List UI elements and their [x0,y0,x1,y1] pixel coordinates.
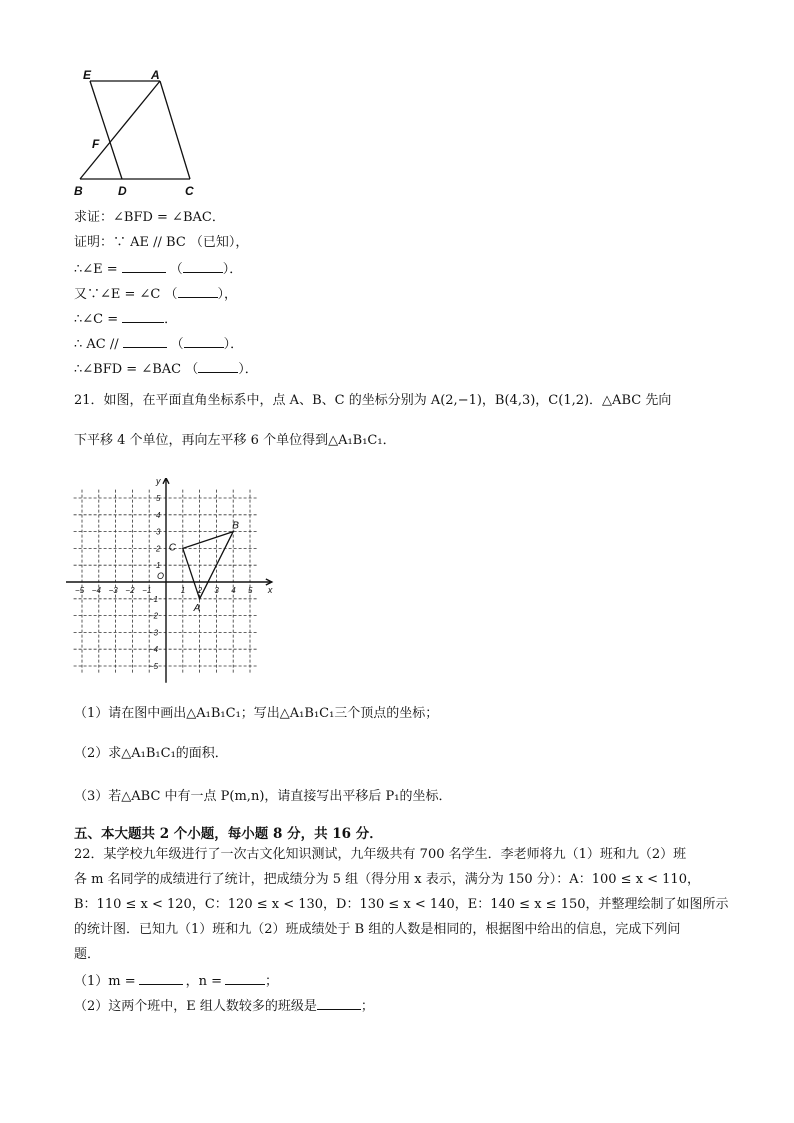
answer-blank[interactable] [122,309,164,323]
proof-line-6: ∴∠BFD = ∠BAC （ ）． [74,359,258,379]
proof-line-2: ∴∠E = （ ）． [74,259,242,279]
x-tick-label: 2 [197,586,203,595]
q22-line-1: 22．某学校九年级进行了一次古文化知识测试，九年级共有 700 名学生．李老师将九（1）班和九（2）班 [74,847,687,862]
x-tick-label: −1 [142,586,152,595]
geometry-figure [70,66,210,202]
section-5-title: 五、本大题共 2 个小题，每小题 8 分，共 16 分． [74,826,383,842]
q22-sub-1: （1）m = ，n = ； [74,971,278,991]
q22-line-4: 的统计图．已知九（1）班和九（2）班成绩处于 B 组的人数是相同的，根据图中给出的信息，完成下列问 [74,922,681,937]
x-tick-label: −4 [91,586,101,595]
label-A: A [151,68,160,82]
y-tick-label: 1 [156,561,161,571]
q21-intro-line-2: 下平移 4 个单位，再向左平移 6 个单位得到△A₁B₁C₁． [74,433,396,448]
label-D: D [118,184,127,198]
answer-blank[interactable] [122,259,166,273]
answer-blank-m[interactable] [139,971,183,985]
answer-blank[interactable] [184,334,224,348]
origin-label: O [157,571,165,581]
x-axis-label: x [267,585,273,595]
y-tick-label: −4 [149,645,159,655]
answer-blank[interactable] [178,284,218,298]
y-tick-label: −5 [149,662,159,671]
label-C: C [185,184,194,198]
q21-intro-line-1: 21．如图，在平面直角坐标系中，点 A、B、C 的坐标分别为 A(2,−1)，B(4,3)，C(1,2)．△ABC 先向 [74,393,672,408]
x-tick-label: 5 [248,586,253,595]
x-tick-label: −5 [75,586,85,595]
answer-blank[interactable] [123,334,167,348]
answer-blank-class[interactable] [317,996,361,1010]
x-tick-label: 3 [214,586,219,595]
y-tick-label: −1 [149,594,159,604]
answer-blank[interactable] [198,359,238,373]
y-tick-label: 4 [156,510,161,520]
q22-line-3: B：110 ≤ x < 120，C：120 ≤ x < 130，D：130 ≤ x < 140，E：140 ≤ x ≤ 150，并整理绘制了如图所示 [74,897,729,912]
y-tick-label: 2 [156,544,161,554]
proof-goal: 求证：∠BFD = ∠BAC． [74,210,225,225]
q21-sub-2: （2）求△A₁B₁C₁的面积． [74,746,228,761]
x-tick-label: 4 [231,586,236,595]
y-axis-label: y [156,478,161,486]
segment-AB [80,81,160,179]
x-tick-label: 1 [180,586,186,595]
q22-line-5: 题． [74,947,101,962]
point-label-A: A [193,602,201,614]
x-tick-label: −2 [125,586,135,595]
q22-line-2: 各 m 名同学的成绩进行了统计，把成绩分为 5 组（得分用 x 表示，满分为 150 分）：A：100 ≤ x < 110， [74,872,700,887]
point-label-B: B [232,520,239,532]
y-tick-label: −3 [149,628,159,638]
x-tick-label: −3 [108,586,118,595]
coordinate-grid [66,478,286,688]
proof-line-1: 证明：∵ AE // BC （已知）， [74,235,249,250]
proof-line-4: ∴∠C = ． [74,309,177,329]
label-B: B [74,184,83,198]
label-E: E [83,68,92,82]
segment-AC [160,81,190,179]
segment-ED [90,81,122,179]
answer-blank[interactable] [183,259,223,273]
q22-sub-2: （2）这两个班中，E 组人数较多的班级是 ； [74,996,374,1016]
y-tick-label: 5 [156,494,161,503]
answer-blank-n[interactable] [225,971,265,985]
proof-line-5: ∴ AC // （ ）． [74,334,243,354]
y-tick-label: 3 [156,527,161,537]
y-tick-label: −2 [149,611,159,621]
point-label-C: C [168,542,177,554]
q21-sub-1: （1）请在图中画出△A₁B₁C₁；写出△A₁B₁C₁三个顶点的坐标； [74,706,439,721]
proof-line-3: 又∵∠E = ∠C （ ）， [74,284,237,304]
label-F: F [92,137,100,151]
q21-sub-3: （3）若△ABC 中有一点 P(m,n)，请直接写出平移后 P₁的坐标． [74,789,452,804]
